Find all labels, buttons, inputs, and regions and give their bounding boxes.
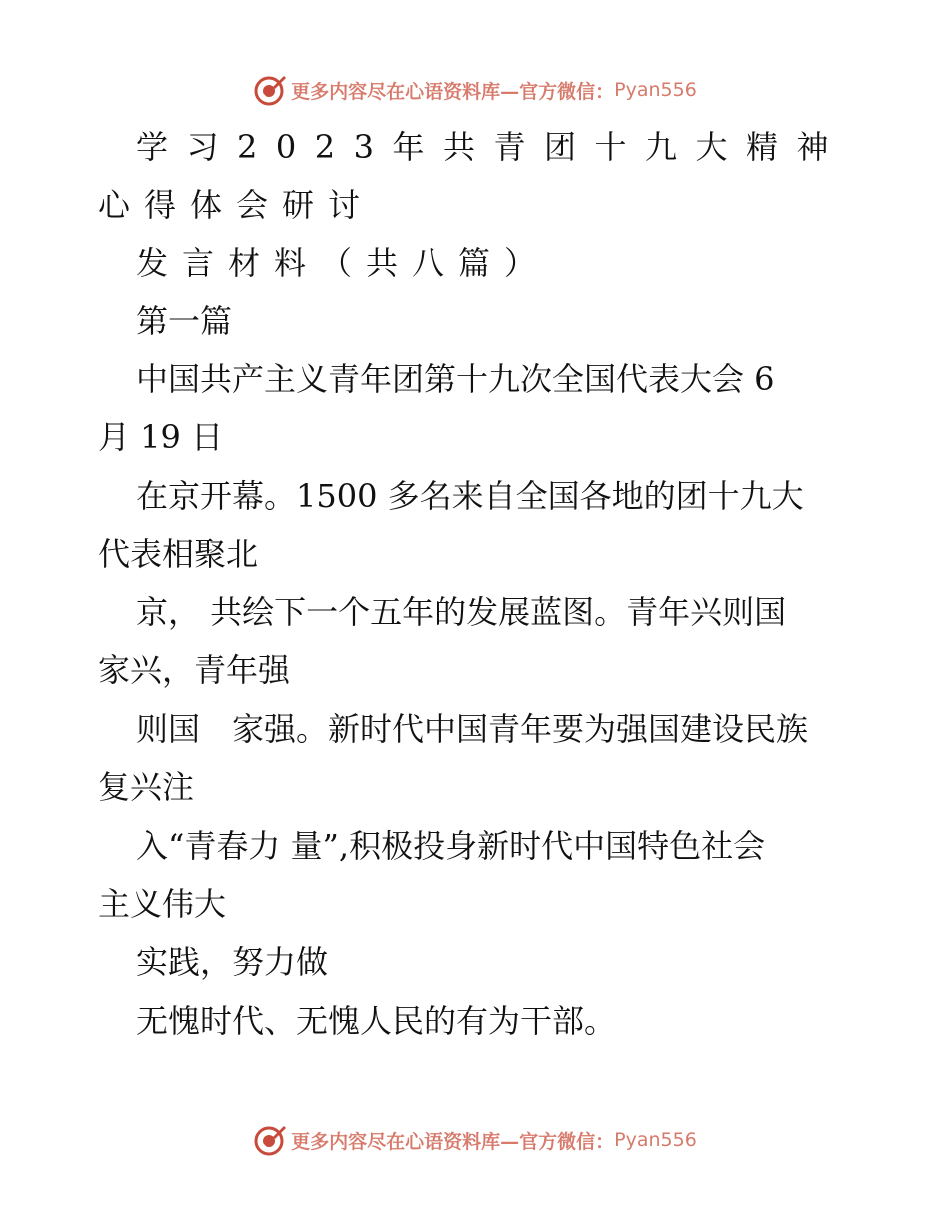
- paragraph-line: 入“青春力 量”,积极投身新时代中国特色社会: [136, 827, 766, 865]
- paragraph-line: 家兴，青年强: [98, 651, 291, 689]
- paragraph-line: 复兴注: [98, 768, 195, 806]
- banner-wechat-id: Pyan556: [614, 1129, 697, 1151]
- banner-wechat-id: Pyan556: [614, 79, 697, 101]
- banner-text: 更多内容尽在心语资料库—官方微信：: [291, 80, 615, 103]
- footer-banner: [0, 1120, 950, 1160]
- paragraph-line: 中国共产主义青年团第十九次全国代表大会 6: [136, 360, 775, 398]
- title-line-3: 发言材料（共八篇）: [136, 244, 551, 282]
- paragraph-line: 则国 家强。新时代中国青年要为强国建设民族: [136, 710, 809, 748]
- paragraph-line: 主义伟大: [98, 885, 227, 923]
- section-heading: 第一篇: [136, 302, 233, 340]
- paragraph-line: 无愧时代、无愧人民的有为干部。: [136, 1002, 617, 1040]
- paragraph-line: 实践，努力做: [136, 943, 329, 981]
- paragraph-line: 月 19 日: [98, 418, 224, 456]
- paragraph-line: 代表相聚北: [98, 535, 259, 573]
- banner-text: 更多内容尽在心语资料库—官方微信：: [291, 1130, 615, 1153]
- paragraph-line: 京， 共绘下一个五年的发展蓝图。青年兴则国: [136, 593, 787, 631]
- title-line-1: 学习2023年共青团十九大精神: [136, 128, 847, 166]
- paragraph-line: 在京开幕。1500 多名来自全国各地的团十九大: [136, 477, 804, 515]
- pen-logo-icon: [253, 1123, 287, 1157]
- title-line-2: 心得体会研讨: [98, 186, 375, 224]
